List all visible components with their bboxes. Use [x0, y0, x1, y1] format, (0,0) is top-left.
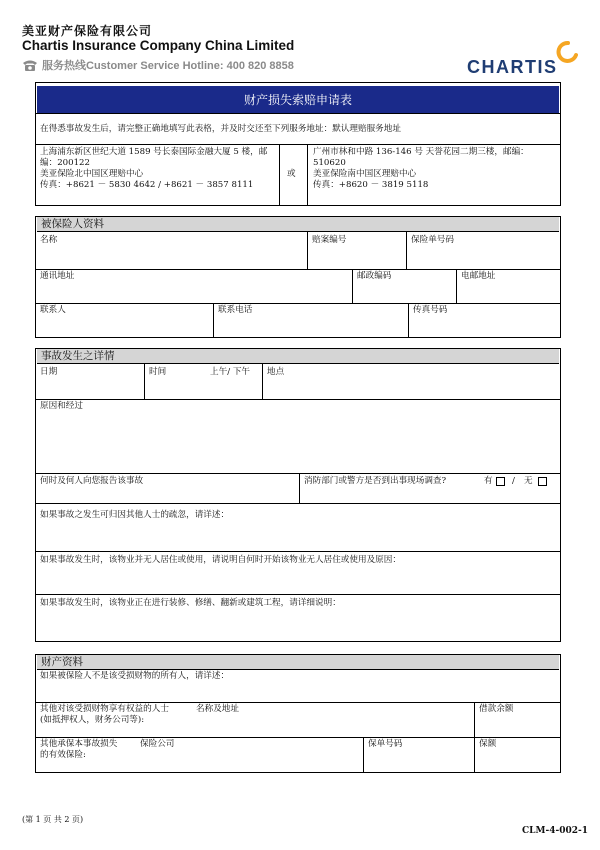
contact-person-field[interactable]: 联系人 [40, 305, 66, 315]
incident-location-field[interactable]: 地点 [267, 367, 285, 377]
yes-no-separator: / [512, 476, 515, 486]
other-insurance-label-1: 其他承保本事故损失 [40, 739, 118, 749]
cause-field[interactable]: 原因和经过 [40, 401, 83, 411]
other-party-label-2: (如抵押权人，财务公司等): [40, 715, 145, 725]
address-north-line1: 上海浦东新区世纪大道 1589 号长泰国际金融大厦 5 楼，邮 [40, 147, 268, 157]
policy-number-field[interactable]: 保险单号码 [411, 235, 454, 245]
hotline [22, 57, 294, 73]
other-party-label-1: 其他对该受损财物享有权益的人士 [40, 704, 169, 714]
contact-phone-field[interactable]: 联系电话 [218, 305, 253, 315]
address-north-line3: 美亚保险北中国区理赔中心 [40, 169, 144, 179]
yes-label: 有 [484, 476, 493, 486]
form-title: 财产损失索赔申请表 [37, 86, 559, 113]
insured-heading: 被保险人资料 [37, 217, 559, 232]
incident-heading: 事故发生之详情 [37, 349, 559, 364]
owner-field[interactable]: 如果被保险人不是该受损财物的所有人，请详述： [40, 671, 230, 681]
property-section [35, 654, 561, 773]
name-address-field[interactable]: 名称及地址 [196, 704, 239, 714]
company-name-cn: 美亚财产保险有限公司 [22, 24, 153, 38]
other-policy-number-field[interactable]: 保单号码 [368, 739, 403, 749]
insured-section [35, 216, 561, 338]
incident-time-field[interactable]: 时间 [149, 367, 167, 377]
form-intro-box [35, 82, 561, 206]
vacancy-field[interactable]: 如果事故发生时，该物业并无人居住或使用，请说明自何时开始该物业无人居住或使用及原因： [40, 555, 401, 565]
incident-section [35, 348, 561, 642]
logo-text: CHARTIS [467, 57, 558, 77]
address-south-line3: 美亚保险南中国区理赔中心 [313, 169, 417, 179]
company-header [22, 22, 582, 82]
address-north-line2: 编：200122 [40, 158, 90, 168]
renovation-field[interactable]: 如果事故发生时，该物业正在进行装修、修缮、翻新或建筑工程，请详细说明： [40, 598, 341, 608]
fire-police-question: 消防部门或警方是否到出事现场调查? [304, 476, 447, 486]
email-field[interactable]: 电邮地址 [461, 271, 496, 281]
reported-by-field[interactable]: 何时及何人向您报告该事故 [40, 476, 144, 486]
address-south-line1: 广州市林和中路 136-146 号 天誉花园二期三楼，邮编： [313, 147, 529, 157]
insurer-field[interactable]: 保险公司 [140, 739, 175, 749]
mailing-address-field[interactable]: 通讯地址 [40, 271, 75, 281]
loan-balance-field[interactable]: 借款余额 [479, 704, 514, 714]
property-heading: 财产资料 [37, 655, 559, 670]
chartis-mark-icon [554, 40, 578, 64]
case-number-field[interactable]: 赔案编号 [312, 235, 347, 245]
form-code: CLM-4-002-1 [522, 826, 588, 836]
page-number: (第 1 页 共 2 页) [22, 815, 84, 824]
fax-number-field[interactable]: 传真号码 [413, 305, 448, 315]
negligence-field[interactable]: 如果事故之发生可归因其他人士的疏忽，请详述： [40, 510, 230, 520]
hotline-text: 服务热线Customer Service Hotline: 400 820 8858 [42, 60, 294, 72]
address-south-line2: 510620 [313, 158, 346, 168]
or-label: 或 [287, 169, 296, 179]
yes-checkbox[interactable] [496, 477, 505, 486]
address-south-line4: 传真：+8620 － 3819 5118 [313, 180, 429, 190]
company-name-en: Chartis Insurance Company China Limited [22, 38, 295, 53]
insured-name-field[interactable]: 名称 [40, 235, 58, 245]
instruction-text: 在得悉事故发生后，请完整正确地填写此表格，并及时交还至下列服务地址：默认理赔服务地址 [40, 124, 401, 134]
phone-icon [22, 59, 38, 72]
sum-insured-field[interactable]: 保额 [479, 739, 497, 749]
incident-date-field[interactable]: 日期 [40, 367, 58, 377]
no-label: 无 [524, 476, 533, 486]
am-pm-label: 上午/ 下午 [210, 367, 251, 377]
postcode-field[interactable]: 邮政编码 [357, 271, 392, 281]
chartis-logo [467, 40, 582, 80]
other-insurance-label-2: 的有效保险: [40, 750, 86, 760]
address-north-line4: 传真：+8621 － 5830 4642 / +8621 － 3857 8111 [40, 180, 254, 190]
no-checkbox[interactable] [538, 477, 547, 486]
